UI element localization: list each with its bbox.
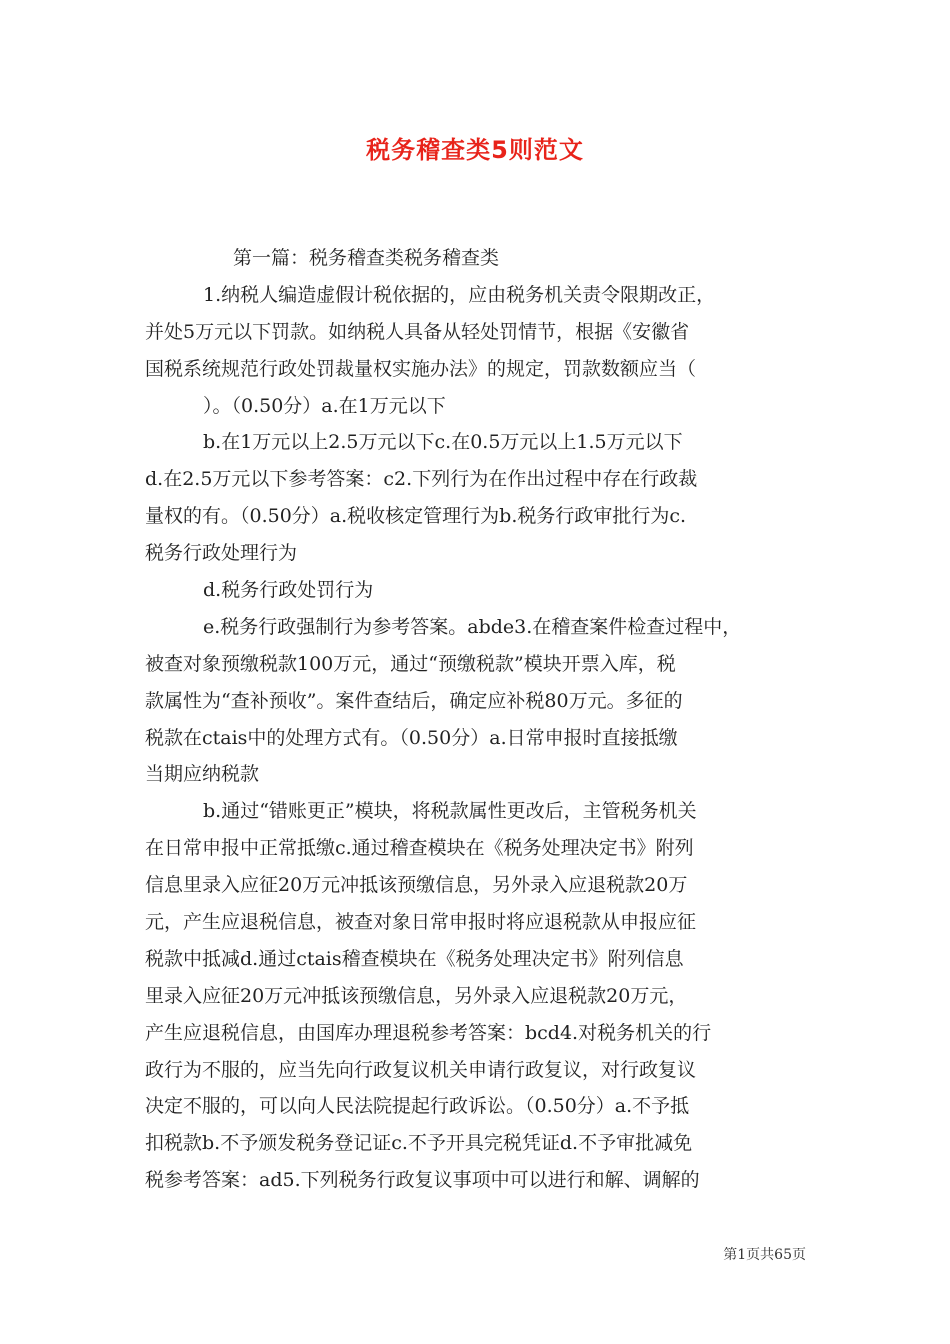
paragraph-line: 税款中抵减d.通过ctais稽查模块在《税务处理决定书》附列信息 (145, 947, 684, 970)
paragraph-line: d.税务行政处罚行为 (203, 579, 374, 602)
page-number: 第1页共65页 (723, 1247, 806, 1263)
paragraph-line: 扣税款b.不予颁发税务登记证c.不予开具完税凭证d.不予审批减免 (145, 1132, 693, 1155)
paragraph-line: d.在2.5万元以下参考答案：c2.下列行为在作出过程中存在行政裁 (145, 468, 698, 491)
paragraph-line: 税务行政处理行为 (145, 542, 298, 565)
section-heading: 第一篇：税务稽查类税务稽查类 (233, 247, 500, 269)
paragraph-line: 信息里录入应征20万元冲抵该预缴信息，另外录入应退税款20万 (145, 874, 688, 897)
paragraph-line: b.通过“错账更正”模块，将税款属性更改后，主管税务机关 (203, 800, 697, 823)
paragraph-line: 政行为不服的，应当先向行政复议机关申请行政复议，对行政复议 (145, 1058, 697, 1081)
document-body (145, 240, 805, 1199)
paragraph-line: 款属性为“查补预收”。案件查结后，确定应补税80万元。多征的 (145, 689, 683, 712)
document-title: 税务稽查类5则范文 (366, 136, 584, 164)
paragraph-line: 里录入应征20万元冲抵该预缴信息，另外录入应退税款20万元， (145, 984, 688, 1007)
paragraph-line: 国税系统规范行政处罚裁量权实施办法》的规定，罚款数额应当（ (145, 357, 697, 380)
paragraph-line: 税款在ctais中的处理方式有。（0.50分）a.日常申报时直接抵缴 (145, 726, 678, 749)
paragraph-line: 在日常申报中正常抵缴c.通过稽查模块在《税务处理决定书》附列 (145, 837, 694, 860)
paragraph-line: ）。（0.50分）a.在1万元以下 (203, 394, 446, 417)
paragraph-line: 产生应退税信息，由国库办理退税参考答案：bcd4.对税务机关的行 (145, 1021, 712, 1044)
paragraph-line: 并处5万元以下罚款。如纳税人具备从轻处罚情节，根据《安徽省 (145, 320, 690, 343)
paragraph-line: 量权的有。（0.50分）a.税收核定管理行为b.税务行政审批行为c. (145, 505, 687, 528)
paragraph-line: 当期应纳税款 (145, 763, 260, 786)
paragraph-line: 元，产生应退税信息，被查对象日常申报时将应退税款从申报应征 (145, 911, 697, 934)
paragraph-line: b.在1万元以上2.5万元以下c.在0.5万元以上1.5万元以下 (203, 431, 683, 454)
paragraph-line: 税参考答案：ad5.下列税务行政复议事项中可以进行和解、调解的 (145, 1169, 700, 1192)
paragraph-line: 1.纳税人编造虚假计税依据的，应由税务机关责令限期改正， (203, 283, 716, 306)
paragraph-line: 决定不服的，可以向人民法院提起行政诉讼。（0.50分）a.不予抵 (145, 1095, 690, 1118)
paragraph-line: e.税务行政强制行为参考答案。abde3.在稽查案件检查过程中， (203, 615, 742, 638)
paragraph-line: 被查对象预缴税款100万元，通过“预缴税款”模块开票入库，税 (145, 652, 676, 675)
